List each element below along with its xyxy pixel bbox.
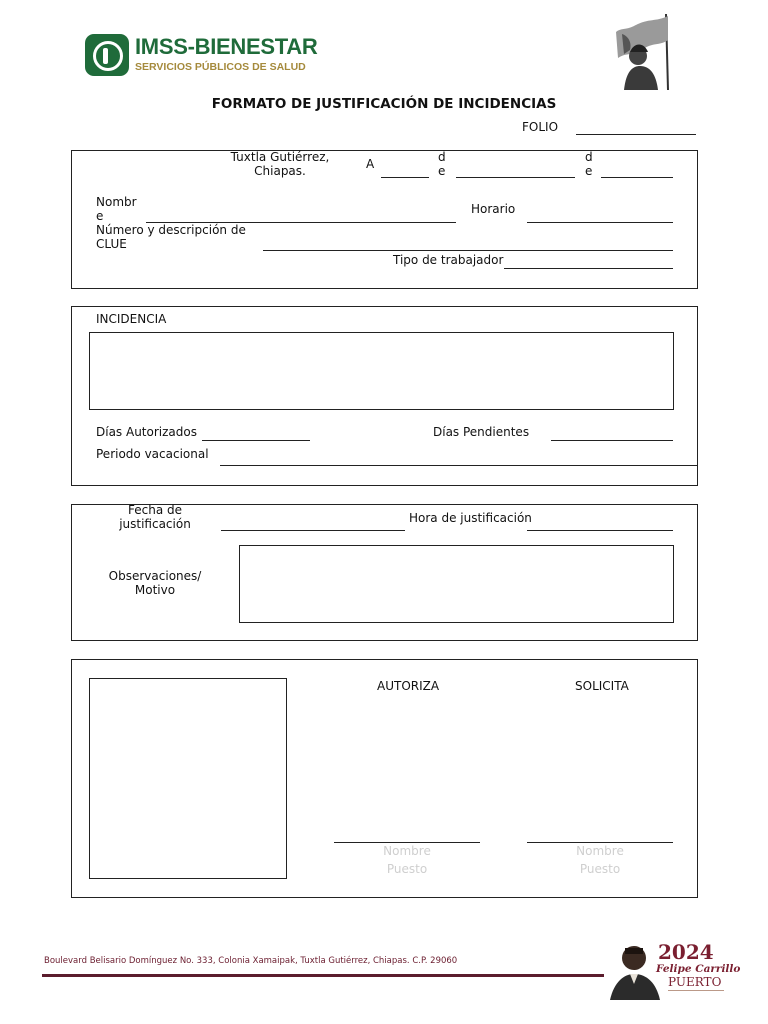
brand-year: 2024 xyxy=(658,940,714,964)
dias-pendientes-label: Días Pendientes xyxy=(433,425,530,439)
footer-address: Boulevard Belisario Domínguez No. 333, Colonia Xamaipak, Tuxtla Gutiérrez, Chiapas. C.P. 29060 xyxy=(44,956,458,966)
de-label-1: d e xyxy=(438,150,446,178)
folio-label: FOLIO xyxy=(522,120,559,134)
autoriza-nombre-placeholder: Nombre xyxy=(383,844,431,858)
portrait-icon xyxy=(606,938,662,1002)
logo-subtitle: SERVICIOS PÚBLICOS DE SALUD xyxy=(135,61,306,73)
a-label: A xyxy=(366,157,375,171)
logo-title: IMSS-BIENESTAR xyxy=(135,34,318,59)
autoriza-label: AUTORIZA xyxy=(377,679,440,693)
incidencia-label: INCIDENCIA xyxy=(96,312,167,326)
tipo-trabajador-field[interactable] xyxy=(504,268,673,269)
solicita-label: SOLICITA xyxy=(575,679,629,693)
tipo-trabajador-label: Tipo de trabajador xyxy=(393,253,504,267)
solicita-puesto-placeholder: Puesto xyxy=(579,862,621,876)
flag-bearer-emblem-icon xyxy=(608,12,686,92)
autoriza-puesto-placeholder: Puesto xyxy=(386,862,428,876)
day-field[interactable] xyxy=(381,177,429,178)
clue-label: Número y descripción de CLUE xyxy=(96,223,246,251)
month-field[interactable] xyxy=(456,177,575,178)
felipe-carrillo-puerto-2024-logo xyxy=(606,938,741,1002)
hora-justificacion-label: Hora de justificación xyxy=(409,511,532,525)
solicita-nombre-placeholder: Nombre xyxy=(576,844,624,858)
nombre-label: Nombr e xyxy=(96,195,137,223)
imss-logo-icon xyxy=(85,34,129,76)
de-label-2: d e xyxy=(585,150,593,178)
brand-fineprint xyxy=(668,990,724,999)
horario-field[interactable] xyxy=(527,222,673,223)
periodo-vacacional-field[interactable] xyxy=(220,465,697,466)
horario-label: Horario xyxy=(471,202,516,216)
footer-divider xyxy=(42,974,604,977)
brand-name-line2: PUERTO xyxy=(668,975,722,989)
autoriza-signature-line[interactable] xyxy=(334,842,480,843)
periodo-vacacional-label: Periodo vacacional xyxy=(96,447,209,461)
form-title: FORMATO DE JUSTIFICACIÓN DE INCIDENCIAS xyxy=(211,96,557,112)
fecha-justificacion-label: Fecha de justificación xyxy=(119,503,191,531)
observaciones-textarea[interactable] xyxy=(239,545,674,623)
folio-field[interactable] xyxy=(576,134,696,135)
sello-box[interactable] xyxy=(89,678,287,879)
dias-pendientes-field[interactable] xyxy=(551,440,673,441)
dias-autorizados-label: Días Autorizados xyxy=(96,425,197,439)
incidencia-textarea[interactable] xyxy=(89,332,674,410)
solicita-signature-line[interactable] xyxy=(527,842,673,843)
city-label: Tuxtla Gutiérrez, Chiapas. xyxy=(230,150,330,178)
fecha-justificacion-field[interactable] xyxy=(221,530,405,531)
dias-autorizados-field[interactable] xyxy=(202,440,310,441)
clue-field[interactable] xyxy=(263,250,673,251)
brand-name-line1: Felipe Carrillo xyxy=(656,963,741,975)
imss-bienestar-logo xyxy=(85,32,318,80)
observaciones-label: Observaciones/ Motivo xyxy=(108,569,202,597)
hora-justificacion-field[interactable] xyxy=(527,530,673,531)
year-field[interactable] xyxy=(601,177,673,178)
